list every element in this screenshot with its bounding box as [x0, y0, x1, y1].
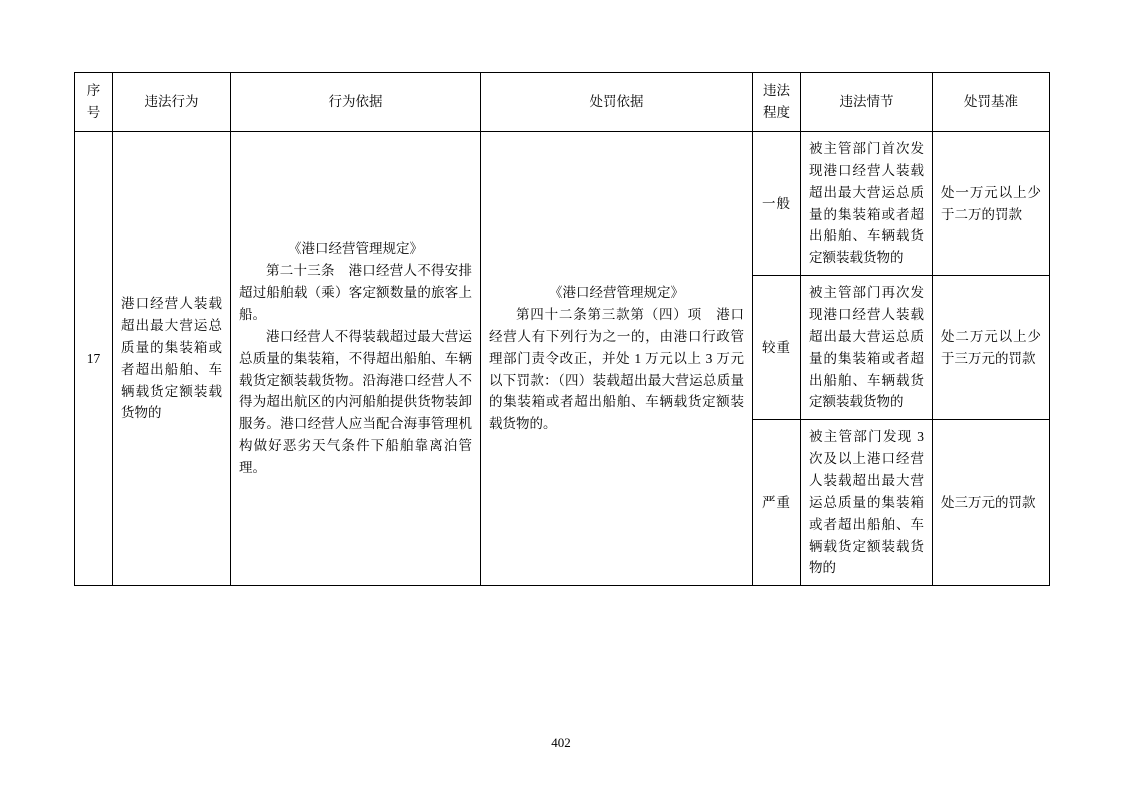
header-penalty-basis: 处罚依据	[481, 73, 753, 132]
act-basis-paragraph-2: 港口经营人不得装载超过最大营运总质量的集装箱，不得超出船舶、车辆载货定额装载货物。沿海港口经营人不得为超出航区的内河船舶提供货物装卸服务。港口经营人应当配合海事管理机构做好恶劣天气条件下船舶靠离泊管理。	[239, 328, 472, 476]
header-degree: 违法程度	[753, 73, 801, 132]
penalty-benchmark-table	[74, 72, 1050, 586]
cell-standard-serious: 处二万元以上少于三万元的罚款	[933, 276, 1050, 420]
cell-degree-severe: 严重	[753, 420, 801, 586]
page-number: 402	[551, 735, 571, 750]
penalty-benchmark-table-wrapper	[74, 72, 1049, 586]
cell-penalty-basis	[481, 132, 753, 586]
cell-circumstance-general: 被主管部门首次发现港口经营人装载超出最大营运总质量的集装箱或者超出船舶、车辆载货定额装载货物的	[801, 132, 933, 276]
penalty-basis-title: 《港口经营管理规定》	[549, 285, 684, 301]
cell-circumstance-serious: 被主管部门再次发现港口经营人装载超出最大营运总质量的集装箱或者超出船舶、车辆载货定额装载货物的	[801, 276, 933, 420]
header-illegal-act: 违法行为	[113, 73, 231, 132]
table-row	[75, 132, 1050, 276]
header-seq: 序号	[75, 73, 113, 132]
cell-standard-severe: 处三万元的罚款	[933, 420, 1050, 586]
act-basis-paragraph-1: 第二十三条 港口经营人不得安排超过船舶载（乘）客定额数量的旅客上船。	[239, 263, 472, 323]
table-header-row	[75, 73, 1050, 132]
header-act-basis: 行为依据	[231, 73, 481, 132]
cell-degree-general: 一般	[753, 132, 801, 276]
cell-illegal-act: 港口经营人装载超出最大营运总质量的集装箱或者超出船舶、车辆载货定额装载货物的	[113, 132, 231, 586]
header-circumstance: 违法情节	[801, 73, 933, 132]
cell-act-basis	[231, 132, 481, 586]
cell-degree-serious: 较重	[753, 276, 801, 420]
act-basis-title: 《港口经营管理规定》	[288, 241, 423, 257]
cell-circumstance-severe: 被主管部门发现 3 次及以上港口经营人装载超出最大营运总质量的集装箱或者超出船舶、车辆载货定额装载货物的	[801, 420, 933, 586]
cell-sequence-number: 17	[75, 132, 113, 586]
penalty-basis-paragraph-1: 第四十二条第三款第（四）项 港口经营人有下列行为之一的，由港口行政管理部门责令改正，并处 1 万元以上 3 万元以下罚款：（四）装载超出最大营运总质量的集装箱或者超出船舶、车辆载货定额装载货物的。	[489, 307, 744, 432]
cell-standard-general: 处一万元以上少于二万的罚款	[933, 132, 1050, 276]
header-standard: 处罚基准	[933, 73, 1050, 132]
